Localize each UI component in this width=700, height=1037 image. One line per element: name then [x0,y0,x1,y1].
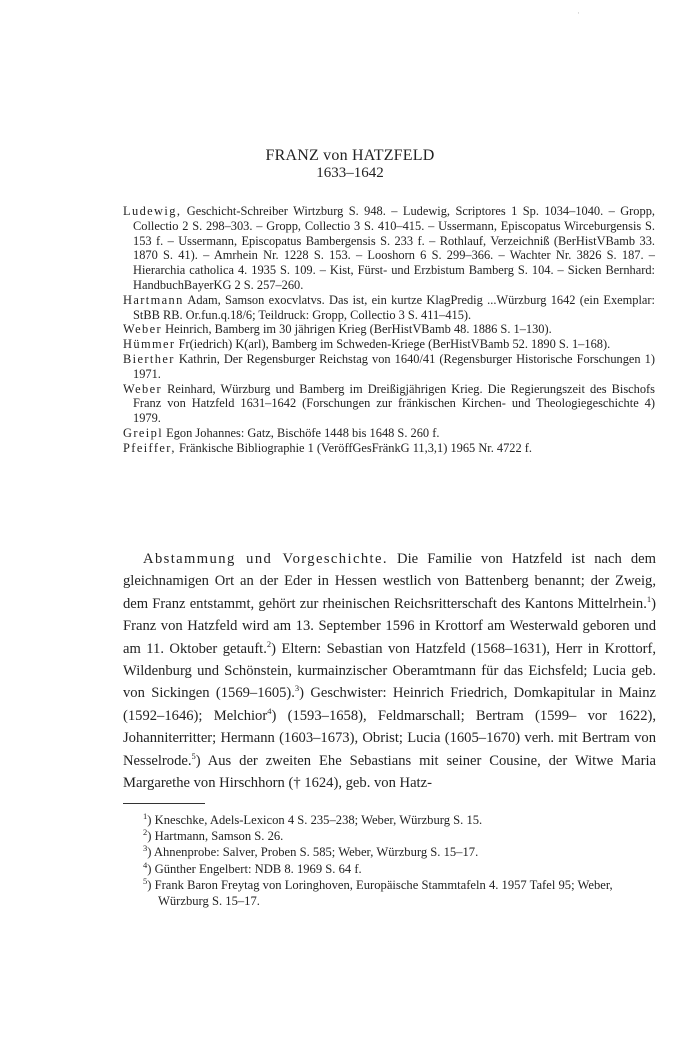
bib-author: Ludewig, [123,204,182,218]
footnote-number: 5 [143,875,148,886]
footnote-text: Hartmann, Samson S. 26. [154,829,284,844]
bib-entry [123,382,655,426]
footnote-text: Günther Engelbert: NDB 8. 1969 S. 64 f. [154,861,362,876]
bib-entry [123,352,655,382]
body-segment: ) Aus der zweiten Ehe Sebastians mit seiner Cousine, der Witwe Maria Margarethe von Hirschhorn († 1624), geb. von Hatz- [123,752,656,792]
footnote: $^3$) Ahnenprobe: Salver, Proben S. 585; Weber, Würzburg S. 15–17. [143,843,479,860]
footnote-number: 1 [143,810,148,821]
bib-text: Heinrich, Bamberg im 30 jährigen Krieg (BerHistVBamb 48. 1886 S. 1–130). [165,322,552,337]
footnote-ref[interactable]: 1 [646,593,652,604]
body-segment: ) Franz von Hatzfeld wird am 13. September 1596 in Krottorf am Westerwald geboren und am 11. Oktober getauft. [123,595,656,657]
bib-entry [123,441,655,456]
bib-entry [123,337,655,352]
page-years: 1633–1642 [316,165,384,181]
footnote-ref[interactable]: 4 [267,705,272,716]
footnote-number: 4 [143,859,148,870]
footnote: $^4$) Günther Engelbert: NDB 8. 1969 S. 64 f. [143,859,362,876]
bib-author: Pfeiffer, [123,440,176,455]
bib-entry [123,204,655,293]
footnote-ref[interactable]: 5 [191,750,196,761]
bibliography [123,204,655,456]
footnote: $^5$) Frank Baron Freytag von Loringhoven, Europäische Stammtafeln 4. 1957 Tafel 95; Weber, Würzburg S. 15–17. [143,875,613,909]
footnote-divider [123,803,205,804]
bib-author: Weber [123,381,163,396]
footnote-text: Ahnenprobe: Salver, Proben S. 585; Weber, Würzburg S. 15–17. [153,845,479,860]
bib-text: Geschicht-Schreiber Wirtzburg S. 948. – Ludewig, Scriptores 1 Sp. 1034–1040. – Gropp, Collectio 2 S. 298–303. – Gropp, Collectio 3 S. 410–415. – Ussermann, Episcopatus Wirceburgensis S. 153 f. – Ussermann, Episcopatus Bambergensis S. 233 f. – Rothlauf, Verzeichniß (BerHistVBamb 33. 1870 S. 41). – Amrhein Nr. 1228 S. 153. – Looshorn 6 S. 299–366. – Wachter Nr. 3826 S. 187. – Hierarchia catholica 4. 1935 S. 109. – Kist, Fürst- und Erzbistum Bamberg S. 104. – Sicken Bernhard: HandbuchBayerKG 2 S. 257–260. [133,204,655,292]
bib-text: Reinhard, Würzburg und Bamberg im Dreißigjährigen Krieg. Die Regierungszeit des Bischofs Franz von Hatzfeld 1631–1642 (Forschungen zur fränkischen Kirchen- und Theologiegeschichte 4) 1979. [133,381,655,426]
body-text [123,548,656,794]
bib-text: Adam, Samson exocvlatvs. Das ist, ein kurtze KlagPredig ...Würzburg 1642 (ein Exemplar: StBB RB. Or.fun.q.18/6; Teildruck: Gropp, Collectio 3 S. 411–415). [133,292,655,322]
page-title: FRANZ von HATZFELD [265,147,435,164]
footnote-text: Kneschke, Adels-Lexicon 4 S. 235–238; Weber, Würzburg S. 15. [154,813,483,827]
bib-author: Weber [123,322,163,337]
footnote-ref[interactable]: 3 [294,683,300,694]
bib-text: Kathrin, Der Regensburger Reichstag von 1640/41 (Regensburger Historische Forschungen 1) 1971. [133,351,655,381]
footnote-ref[interactable]: 2 [266,638,272,649]
bib-text: Fränkische Bibliographie 1 (VeröffGesFränkG 11,3,1) 1965 Nr. 4722 f. [178,440,533,455]
bib-author: Hümmer [123,337,176,352]
body-segment: ) Eltern: Sebastian von Hatzfeld (1568–1631), Herr in Krottorf, Wildenburg und Schönstein, kurmainzischer Oberamtmann für das Eichsfeld; Lucia geb. von Sickingen (1569–1605). [123,640,656,702]
bib-author: Hartmann [123,292,184,307]
body-segment: Die Familie von Hatzfeld ist nach dem gleichnamigen Ort an der Eder in Hessen westlich von Battenberg benannt; der Zweig, dem Franz entstammt, gehört zur rheinischen Reichsritterschaft des Kantons Mittelrhein. [123,551,656,612]
footnote: $^1$) Kneschke, Adels-Lexicon 4 S. 235–238; Weber, Würzburg S. 15. [143,810,483,827]
footnote-number: 3 [143,843,148,854]
footnote: $^2$) Hartmann, Samson S. 26. [143,827,284,844]
body-segment: ) Geschwister: Heinrich Friedrich, Domkapitular in Mainz (1592–1646); Melchior [123,685,656,724]
bib-entry [123,426,655,441]
bib-text: Egon Johannes: Gatz, Bischöfe 1448 bis 1648 S. 260 f. [166,425,440,440]
footnotes [143,812,655,909]
bib-text: Fr(iedrich) K(arl), Bamberg im Schweden-Kriege (BerHistVBamb 52. 1890 S. 1–168). [178,337,611,352]
bib-entry [123,322,655,337]
section-lead: Abstammung und Vorgeschichte. [143,551,388,567]
body-paragraph [123,548,656,794]
footnote-text: Frank Baron Freytag von Loringhoven, Europäische Stammtafeln 4. 1957 Tafel 95; Weber, Würzburg S. 15–17. [154,877,613,909]
footnote-number: 2 [143,827,148,838]
bib-entry [123,293,655,323]
corner-mark: · [577,8,580,18]
body-segment: ) (1593–1658), Feldmarschall; Bertram (1599– vor 1622), Johanniterritter; Hermann (1603–1673), Obrist; Lucia (1605–1670) verh. mit Bertram von Nesselrode. [123,707,657,769]
bib-author: Bierther [123,351,175,366]
bib-author: Greipl [123,425,164,440]
